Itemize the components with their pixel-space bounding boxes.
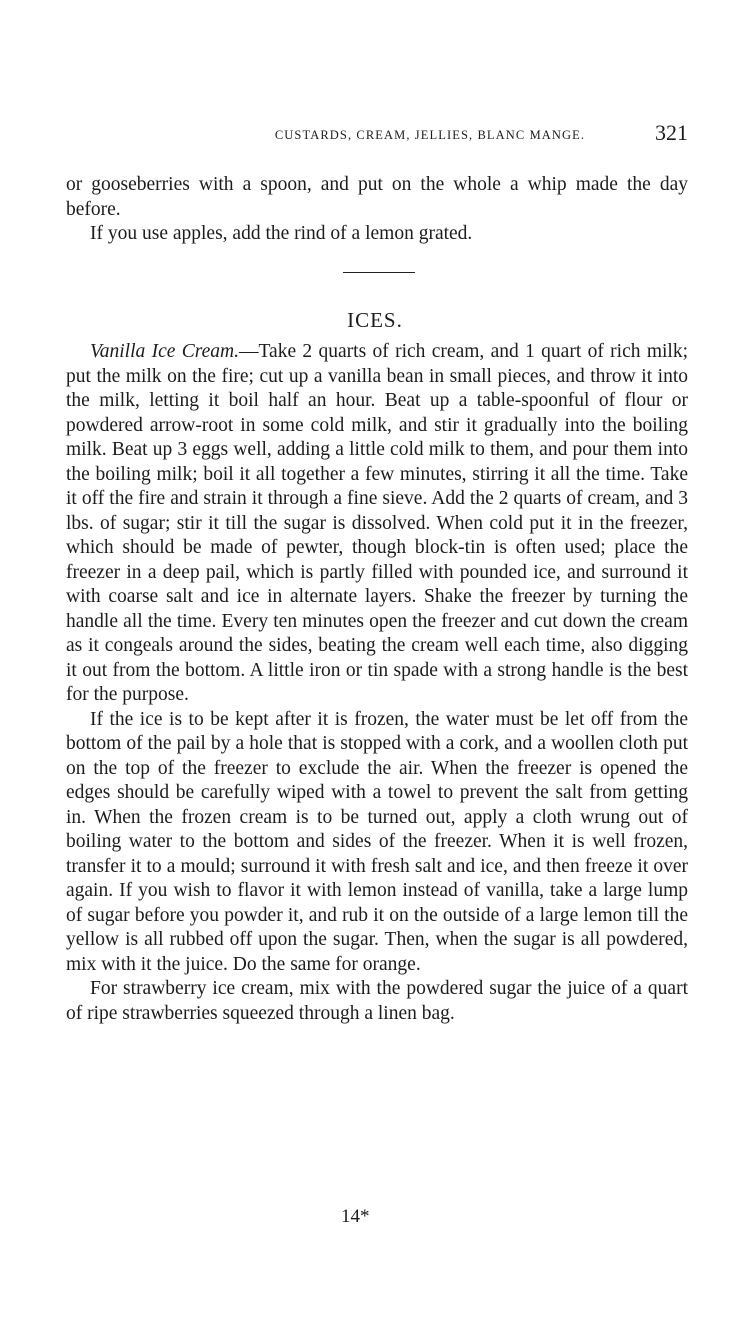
recipe-paragraph-3: For strawberry ice cream, mix with the powdered sugar the juice of a quart of ripe strawberries squeezed through a linen bag. [66, 978, 688, 1024]
recipe-paragraph-1-text: —Take 2 quarts of rich cream, and 1 quart of rich milk; put the milk on the fire; cut up a vanilla bean in small pieces, and throw it into the milk, letting it boil half an hour. Beat up a table-spoonful of flour or powdered arrow-root in some cold milk, and stir it gradually into the boiling milk. Beat up 3 eggs well, adding a little cold milk to them, and pour them into the boiling milk; boil it all together a few minutes, stirring it all the time. Take it off the fire and strain it through a fine sieve. Add the 2 quarts of cream, and 3 lbs. of sugar; stir it till the sugar is dissolved. When cold put it in the freezer, which should be made of pewter, though block-tin is often used; place the freezer in a deep pail, which is partly filled with pounded ice, and surround it with coarse salt and ice in alternate layers. Shake the freezer by turning the handle all the time. Every ten minutes open the freezer and cut down the cream as it congeals around the sides, beating the cream well each time, also digging it out from the bottom. A little iron or tin spade with a strong handle is the best for the purpose. [66, 341, 689, 705]
previous-recipe-paragraph: or gooseberries with a spoon, and put on the whole a whip made the day before. [66, 174, 688, 220]
ices-section-body [66, 340, 688, 1026]
running-title: CUSTARDS, CREAM, JELLIES, BLANC MANGE. [274, 128, 586, 142]
recipe-paragraph-2: If the ice is to be kept after it is frozen, the water must be let off from the bottom of the pail by a hole that is stopped with a cork, and a woollen cloth put on the top of the freezer to exclude the air. When the freezer is opened the edges should be carefully wiped with a towel to prevent the salt from getting in. When the frozen cream is to be turned out, apply a cloth wrung out of boiling water to the bottom and sides of the freezer. When it is well frozen, transfer it to a mould; surround it with fresh salt and ice, and then freeze it over again. If you wish to flavor it with lemon instead of vanilla, take a large lump of sugar before you powder it, and rub it on the outside of a large lemon till the yellow is all rubbed off upon the sugar. Then, when the sugar is all powdered, mix with it the juice. Do the same for orange. [66, 708, 688, 975]
previous-recipe-note: If you use apples, add the rind of a lemon grated. [90, 223, 473, 244]
signature-mark: 14* [341, 1206, 370, 1227]
section-divider [343, 272, 415, 273]
previous-recipe-ending [66, 173, 688, 247]
page-number: 321 [655, 120, 688, 145]
recipe-title: Vanilla Ice Cream. [90, 341, 239, 362]
recipe-paragraph-1 [66, 340, 688, 708]
section-heading: ICES. [347, 308, 403, 332]
